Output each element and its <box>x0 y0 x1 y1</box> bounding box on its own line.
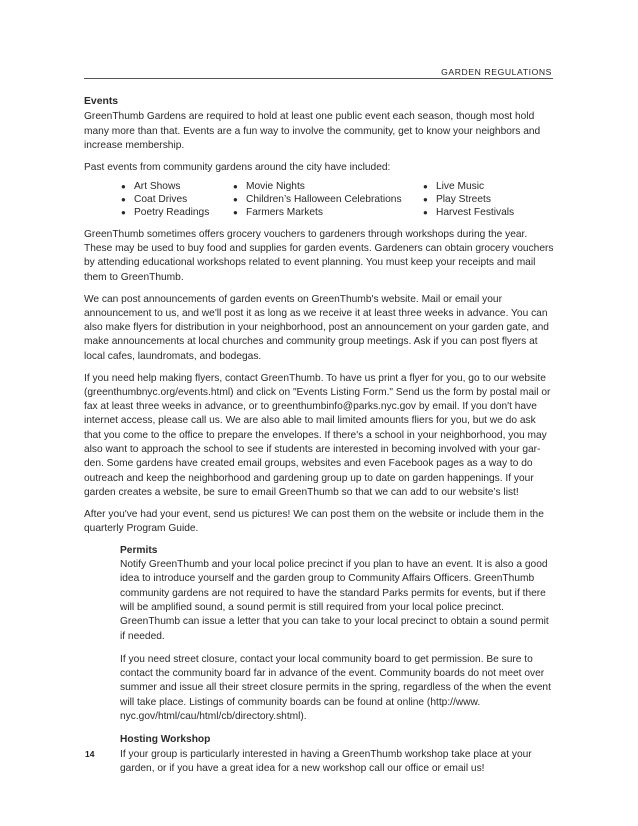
bullet-icon: ● <box>121 195 126 205</box>
list-item: ● Coat Drives <box>121 194 188 206</box>
vouchers-paragraph: GreenThumb sometimes offers grocery vouchers to gardeners through workshops during the year. These may be used to buy food and supplies for garden events. Gardeners can obtain grocery vouchers by attending educational workshops related to event planning. You must keep your receipts and mail them to GreenThumb. <box>84 228 554 283</box>
list-item: ● Children’s Halloween Celebrations <box>233 194 402 206</box>
bullet-icon: ● <box>233 208 238 218</box>
bullet-icon: ● <box>233 195 238 205</box>
flyers-paragraph: If you need help making flyers, contact GreenThumb. To have us print a flyer for you, go to our website (greenthumbnyc.org/events.html) and click on "Events Listing Form." Send us the form by postal mail or fax at least three weeks in advance, or to greenthumbinfo@parks.nyc.gov by email. If you don't have internet access, please call us. We are also able to mail limited amounts fliers for you, but we do ask that you come to the office to prepare the envelopes. If there's a school in your neighborhood, you may also want to approach the school to see if students are interested in becoming involved with your gar-den. Some gardens have created email groups, websites and even Facebook pages as a way to do outreach and keep the neighborhood and gardening group up to date on garden happenings. If your garden creates a website, be sure to email GreenThumb so that we can add to our website’s list! <box>84 372 551 498</box>
bullet-icon: ● <box>423 195 428 205</box>
workshop-heading: Hosting Workshop <box>120 734 211 746</box>
permits-section <box>120 544 552 776</box>
permits-paragraph-1: Notify GreenThumb and your local police precinct if you plan to have an event. It is also a good idea to introduce yourself and the garden group to Community Affairs Officers. GreenThumb community gardens are not required to have the standard Parks permits for events, but if there will be amplified sound, a sound permit is still required from your local police precinct. GreenThumb can issue a letter that you can take to your local precinct to obtain a sound permit if needed. <box>120 559 549 642</box>
page-number: 14 <box>85 749 95 759</box>
bullet-icon: ● <box>423 208 428 218</box>
header-divider <box>84 78 553 79</box>
bullet-icon: ● <box>121 182 126 192</box>
bullet-icon: ● <box>233 182 238 192</box>
list-item: ● Poetry Readings <box>121 207 210 219</box>
list-item: ● Live Music <box>423 181 485 193</box>
list-item: ● Harvest Festivals <box>423 207 515 219</box>
permits-heading: Permits <box>120 544 158 556</box>
running-header: GARDEN REGULATIONS <box>441 67 552 77</box>
events-intro-paragraph: GreenThumb Gardens are required to hold at least one public event each season, though most hold many more than that. Events are a fun way to involve the community, get to know your neighbors and increase membership. <box>84 111 541 151</box>
bullet-column-3 <box>423 181 533 219</box>
list-item: ● Art Shows <box>121 181 181 193</box>
list-item: ● Movie Nights <box>233 181 305 193</box>
past-events-intro: Past events from community gardens around the city have included: <box>84 161 391 173</box>
past-events-list <box>121 181 554 219</box>
bullet-icon: ● <box>423 182 428 192</box>
list-item: ● Farmers Markets <box>233 207 323 219</box>
bullet-icon: ● <box>121 208 126 218</box>
permits-paragraph-2: If you need street closure, contact your local community board to get permission. Be sure to contact the community board far in advance of the event. Community boards do not meet over summer and issue all their street closure permits in the spring, regardless of the when the event will take place. Listings of community boards can be found at online (http://www. nyc.gov/html/cau/html/cb/directory.shtml). <box>120 653 551 723</box>
announcements-paragraph: We can post announcements of garden events on GreenThumb's website. Mail or email your announcement to us, and we'll post it as long as we receive it at least three weeks in advance. You can also make flyers for distribution in your neighborhood, post an announcement on your garden gate, and make announcements at local churches and community group meetings. Ask if you can post flyers at local cafes, laundromats, and bodegas. <box>84 293 549 362</box>
list-item: ● Play Streets <box>423 194 491 206</box>
bullet-column-2 <box>233 181 423 219</box>
page-content <box>84 95 554 785</box>
workshop-paragraph: If your group is particularly interested in having a GreenThumb workshop take place at your garden, or if you have a great idea for a new workshop call our office or email us! <box>120 748 532 774</box>
bullet-column-1 <box>121 181 233 219</box>
events-heading: Events <box>84 96 119 107</box>
after-event-paragraph: After you've had your event, send us pictures! We can post them on the website or include them in the quarterly Program Guide. <box>84 508 544 535</box>
